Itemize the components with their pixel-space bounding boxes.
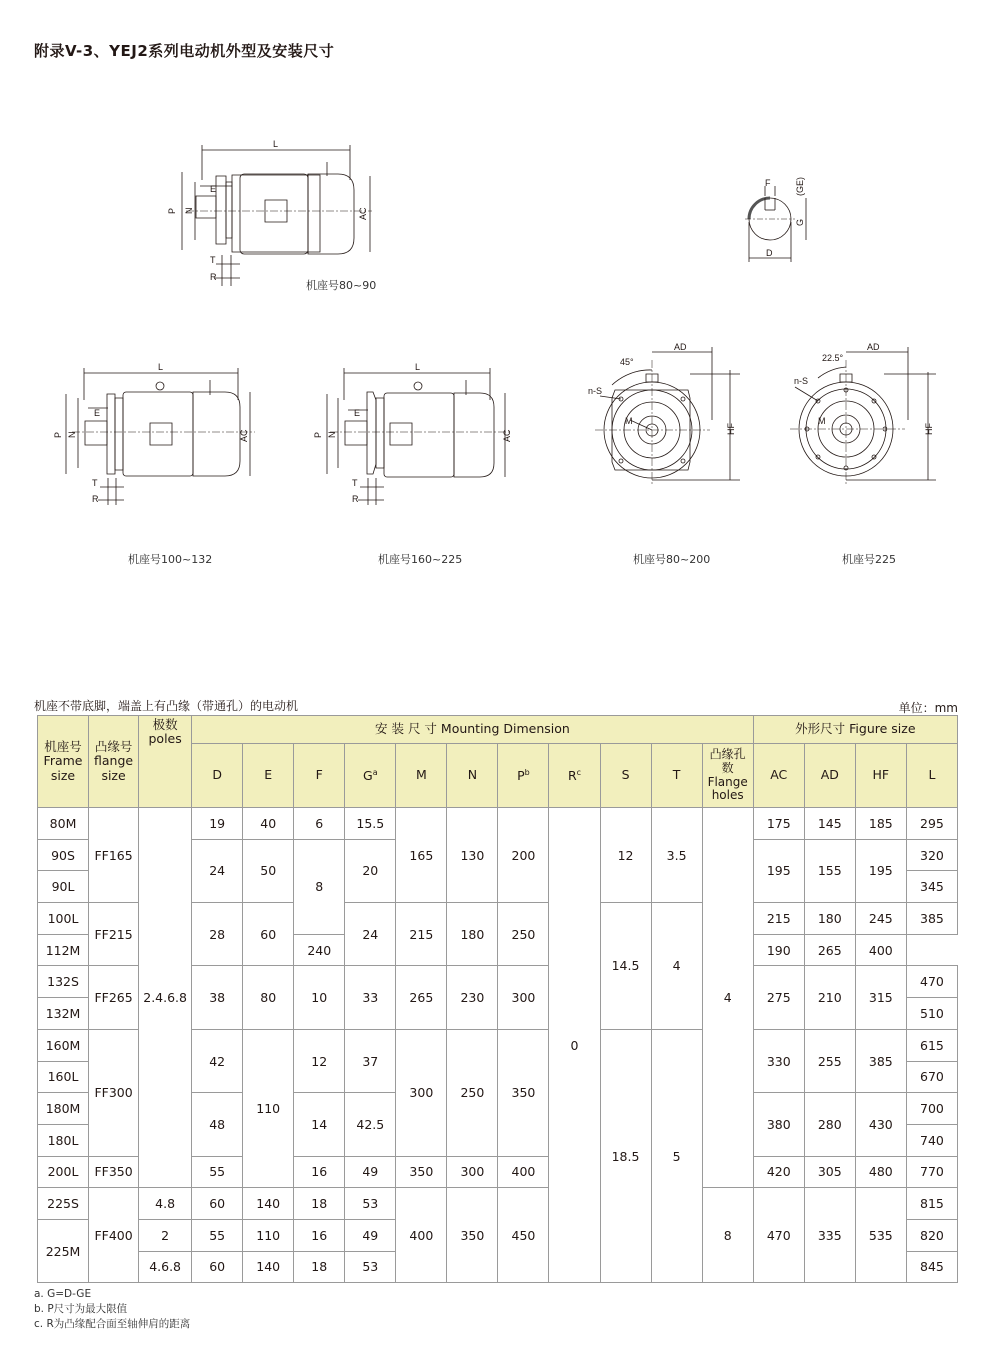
- cell-N: 230: [447, 966, 498, 1029]
- cell-G: 37: [345, 1029, 396, 1092]
- cell-poles: 4.6.8: [139, 1251, 192, 1283]
- header-poles-en: poles: [148, 731, 182, 747]
- cell-E: 110: [243, 1219, 294, 1251]
- cell-S: 12: [600, 808, 651, 903]
- header-T: T: [651, 744, 702, 808]
- cell-M: 265: [396, 966, 447, 1029]
- cell-AD: 190: [753, 934, 804, 966]
- dim-label-T: T: [92, 478, 98, 488]
- dim-label-N: N: [67, 431, 77, 438]
- cell-L: 670: [906, 1061, 957, 1093]
- header-flange-cn: 凸缘号: [94, 738, 133, 754]
- cell-frame: 90S: [38, 839, 89, 871]
- cell-E: 140: [243, 1251, 294, 1283]
- header-holes-cn1: 凸缘孔: [709, 746, 746, 761]
- dim-label-angle: 22.5°: [822, 353, 844, 363]
- drawing-2-labels: [53, 362, 249, 504]
- cell-L: 385: [906, 903, 957, 935]
- header-AD: AD: [804, 744, 855, 808]
- cell-G: 49: [345, 1219, 396, 1251]
- footnote-c: c. R为凸缘配合面至轴伸肩的距离: [34, 1318, 191, 1330]
- cell-frame: 80M: [38, 808, 89, 840]
- cell-frame: 132M: [38, 998, 89, 1030]
- dim-label-E: E: [210, 184, 217, 194]
- drawing-4-labels: [588, 342, 736, 435]
- cell-G: 33: [345, 966, 396, 1029]
- cell-HF: 195: [855, 839, 906, 902]
- cell-T: 4: [651, 903, 702, 1030]
- cell-AD: 335: [804, 1188, 855, 1283]
- cell-P: 250: [498, 903, 549, 966]
- cell-flange: FF300: [89, 1029, 139, 1156]
- cell-G: 24: [345, 903, 396, 966]
- cell-P: 400: [498, 1156, 549, 1188]
- cell-F: 14: [294, 1093, 345, 1156]
- cell-HF: 245: [855, 903, 906, 935]
- cell-E: 110: [243, 1029, 294, 1187]
- cell-E: 80: [243, 966, 294, 1029]
- header-frame-en2: size: [50, 767, 76, 783]
- cell-T: 3.5: [651, 808, 702, 903]
- cell-D: 24: [192, 839, 243, 902]
- cell-L: 470: [906, 966, 957, 998]
- cell-L: 510: [906, 998, 957, 1030]
- cell-AD: 305: [804, 1156, 855, 1188]
- caption-frame-80-200: 机座号80~200: [633, 553, 711, 566]
- caption-frame-80-90: 机座号80~90: [306, 279, 377, 292]
- dim-label-nS: n-S: [588, 386, 603, 396]
- cell-M: 215: [396, 903, 447, 966]
- header-HF: HF: [855, 744, 906, 808]
- footnote-mark-a: a: [372, 767, 378, 777]
- dim-label-R: R: [92, 494, 99, 504]
- cell-G: 53: [345, 1188, 396, 1220]
- cell-L: 700: [906, 1093, 957, 1125]
- dim-label-L: L: [273, 139, 279, 149]
- header-frame: [38, 716, 89, 808]
- cell-R: 0: [549, 808, 600, 1283]
- cell-poles: 4.8: [139, 1188, 192, 1220]
- cell-L: 400: [855, 934, 906, 966]
- cell-AC: 240: [294, 934, 345, 966]
- dimension-drawings: [0, 0, 1000, 600]
- cell-L: 845: [906, 1251, 957, 1283]
- dim-label-HF: HF: [924, 423, 934, 435]
- cell-L: 320: [906, 839, 957, 871]
- cell-AD: 145: [804, 808, 855, 840]
- cell-L: 815: [906, 1188, 957, 1220]
- header-R: [549, 744, 600, 808]
- cell-P: 200: [498, 808, 549, 903]
- dim-label-R: R: [210, 272, 217, 282]
- dim-label-G: G: [795, 218, 805, 226]
- unit-label: 单位：mm: [898, 701, 958, 715]
- cell-holes: 4: [702, 808, 753, 1188]
- header-row-1: [38, 716, 958, 744]
- cell-N: 350: [447, 1188, 498, 1283]
- dim-label-AC: AC: [502, 429, 512, 442]
- dim-label-N: N: [327, 431, 337, 438]
- cell-E: 50: [243, 839, 294, 902]
- cell-F: 12: [294, 1029, 345, 1092]
- cell-F: 8: [294, 839, 345, 934]
- header-holes-en2: holes: [711, 788, 744, 803]
- cell-F: 16: [294, 1219, 345, 1251]
- header-frame-cn: 机座号: [44, 738, 82, 754]
- cell-M: 350: [396, 1156, 447, 1188]
- cell-frame: 160M: [38, 1029, 89, 1061]
- dim-label-L: L: [158, 362, 164, 372]
- cell-frame: 90L: [38, 871, 89, 903]
- cell-AC: 275: [753, 966, 804, 1029]
- cell-D: 55: [192, 1219, 243, 1251]
- dim-label-M: M: [625, 416, 633, 426]
- cell-F: 18: [294, 1188, 345, 1220]
- header-frame-en1: Frame: [43, 753, 83, 769]
- page-title: 附录V-3、YEJ2系列电动机外型及安装尺寸: [34, 42, 335, 60]
- header-flange: [89, 716, 139, 808]
- dim-label-D: D: [766, 248, 773, 258]
- header-M: M: [396, 744, 447, 808]
- footnote-mark-b: b: [524, 767, 530, 777]
- cell-flange: FF265: [89, 966, 139, 1029]
- cell-HF: 185: [855, 808, 906, 840]
- cell-F: 10: [294, 966, 345, 1029]
- cell-G: 49: [345, 1156, 396, 1188]
- dim-label-GE: (GE): [795, 177, 805, 196]
- dim-label-M: M: [818, 416, 826, 426]
- cell-AC: 175: [753, 808, 804, 840]
- header-figure: 外形尺寸 Figure size: [753, 716, 957, 744]
- drawing-3-labels: [313, 362, 512, 504]
- cell-P: 300: [498, 966, 549, 1029]
- drawing-1b-labels: [765, 177, 805, 258]
- cell-N: 130: [447, 808, 498, 903]
- cell-F: 18: [294, 1251, 345, 1283]
- cell-P: 350: [498, 1029, 549, 1156]
- dim-label-T: T: [352, 478, 358, 488]
- header-R-text: R: [567, 767, 577, 783]
- dim-label-HF: HF: [726, 423, 736, 435]
- cell-AC: 380: [753, 1093, 804, 1156]
- cell-D: 38: [192, 966, 243, 1029]
- header-mounting: 安 装 尺 寸 Mounting Dimension: [192, 716, 754, 744]
- cell-S: 18.5: [600, 1029, 651, 1283]
- cell-M: 400: [396, 1188, 447, 1283]
- dim-label-nS: n-S: [794, 376, 809, 386]
- header-flange-holes: [702, 744, 753, 808]
- dimension-table: [37, 715, 958, 1283]
- header-AC: AC: [753, 744, 804, 808]
- cell-F: 16: [294, 1156, 345, 1188]
- cell-AC: 330: [753, 1029, 804, 1092]
- cell-poles: 2.4.6.8: [139, 808, 192, 1188]
- header-G: [345, 744, 396, 808]
- cell-M: 165: [396, 808, 447, 903]
- cell-frame: 180M: [38, 1093, 89, 1125]
- cell-flange: FF165: [89, 808, 139, 903]
- header-flange-en2: size: [101, 767, 126, 783]
- footnote-mark-c: c: [576, 767, 582, 777]
- cell-T: 5: [651, 1029, 702, 1283]
- cell-frame: 180L: [38, 1124, 89, 1156]
- dim-label-P: P: [53, 431, 63, 438]
- cell-frame: 100L: [38, 903, 89, 935]
- cell-AC: 195: [753, 839, 804, 902]
- cell-AD: 255: [804, 1029, 855, 1092]
- caption-frame-160-225: 机座号160~225: [378, 553, 463, 566]
- header-poles-cn: 极数: [152, 717, 178, 732]
- drawing-1-labels: [167, 139, 368, 282]
- cell-flange: FF350: [89, 1156, 139, 1188]
- cell-AC: 215: [753, 903, 804, 935]
- cell-M: 300: [396, 1029, 447, 1156]
- table-subtitle: 机座不带底脚，端盖上有凸缘（带通孔）的电动机: [34, 699, 299, 713]
- cell-frame: 132S: [38, 966, 89, 998]
- cell-P: 450: [498, 1188, 549, 1283]
- footnote-b: b. P尺寸为最大限值: [34, 1303, 128, 1315]
- drawing-end-80-200: [595, 347, 740, 485]
- table-row: [38, 808, 958, 840]
- dim-label-T: T: [210, 255, 216, 265]
- cell-AD: 155: [804, 839, 855, 902]
- cell-D: 48: [192, 1093, 243, 1156]
- cell-HF: 315: [855, 966, 906, 1029]
- header-S: S: [600, 744, 651, 808]
- header-G-text: G: [363, 767, 373, 783]
- dim-label-angle: 45°: [620, 357, 634, 367]
- cell-E: 60: [243, 903, 294, 966]
- cell-G: 20: [345, 839, 396, 902]
- cell-frame: 112M: [38, 934, 89, 966]
- cell-HF: 385: [855, 1029, 906, 1092]
- dim-label-P: P: [167, 207, 177, 214]
- cell-F: 6: [294, 808, 345, 840]
- cell-D: 28: [192, 903, 243, 966]
- cell-AD: 180: [804, 903, 855, 935]
- cell-L: 740: [906, 1124, 957, 1156]
- cell-G: 42.5: [345, 1093, 396, 1156]
- dim-label-AC: AC: [358, 207, 368, 220]
- cell-L: 345: [906, 871, 957, 903]
- dim-label-N: N: [184, 207, 194, 214]
- header-D: D: [192, 744, 243, 808]
- cell-poles: 2: [139, 1219, 192, 1251]
- cell-S: 14.5: [600, 903, 651, 1030]
- cell-D: 19: [192, 808, 243, 840]
- footnotes: [34, 1287, 190, 1332]
- header-P: [498, 744, 549, 808]
- cell-holes: 8: [702, 1188, 753, 1283]
- cell-D: 60: [192, 1251, 243, 1283]
- cell-frame: 160L: [38, 1061, 89, 1093]
- dim-label-E: E: [94, 408, 101, 418]
- dim-label-E: E: [354, 408, 361, 418]
- cell-N: 180: [447, 903, 498, 966]
- cell-N: 300: [447, 1156, 498, 1188]
- cell-frame: 225M: [38, 1219, 89, 1282]
- cell-HF: 535: [855, 1188, 906, 1283]
- caption-frame-225: 机座号225: [842, 553, 896, 566]
- cell-G: 15.5: [345, 808, 396, 840]
- drawing-end-225: [790, 347, 936, 485]
- cell-D: 60: [192, 1188, 243, 1220]
- cell-frame: 200L: [38, 1156, 89, 1188]
- cell-D: 42: [192, 1029, 243, 1092]
- cell-flange: FF400: [89, 1188, 139, 1283]
- cell-flange: FF215: [89, 903, 139, 966]
- cell-AC: 470: [753, 1188, 804, 1283]
- header-P-text: P: [517, 767, 525, 783]
- dim-label-AC: AC: [239, 429, 249, 442]
- cell-E: 40: [243, 808, 294, 840]
- cell-AD: 280: [804, 1093, 855, 1156]
- header-N: N: [447, 744, 498, 808]
- dim-label-P: P: [313, 431, 323, 438]
- header-flange-en1: flange: [94, 753, 134, 769]
- dim-label-AD: AD: [867, 342, 880, 352]
- cell-HF: 430: [855, 1093, 906, 1156]
- cell-HF: 265: [804, 934, 855, 966]
- header-holes-en1: Flange: [707, 774, 748, 789]
- cell-G: 53: [345, 1251, 396, 1283]
- header-L: L: [906, 744, 957, 808]
- cell-N: 250: [447, 1029, 498, 1156]
- cell-D: 55: [192, 1156, 243, 1188]
- caption-frame-100-132: 机座号100~132: [128, 553, 213, 566]
- header-holes-cn2: 数: [721, 760, 734, 775]
- drawing-5-labels: [794, 342, 934, 435]
- cell-AD: 210: [804, 966, 855, 1029]
- footnote-a: a. G=D-GE: [34, 1288, 92, 1300]
- cell-AC: 420: [753, 1156, 804, 1188]
- cell-frame: 225S: [38, 1188, 89, 1220]
- table-row: [38, 1188, 958, 1220]
- cell-L: 615: [906, 1029, 957, 1061]
- cell-E: 140: [243, 1188, 294, 1220]
- header-E: E: [243, 744, 294, 808]
- cell-L: 820: [906, 1219, 957, 1251]
- dim-label-R: R: [352, 494, 359, 504]
- header-poles: [139, 716, 192, 808]
- cell-L: 770: [906, 1156, 957, 1188]
- dim-label-L: L: [415, 362, 421, 372]
- dim-label-AD: AD: [674, 342, 687, 352]
- cell-L: 295: [906, 808, 957, 840]
- dim-label-F: F: [765, 178, 771, 188]
- header-F: F: [294, 744, 345, 808]
- cell-HF: 480: [855, 1156, 906, 1188]
